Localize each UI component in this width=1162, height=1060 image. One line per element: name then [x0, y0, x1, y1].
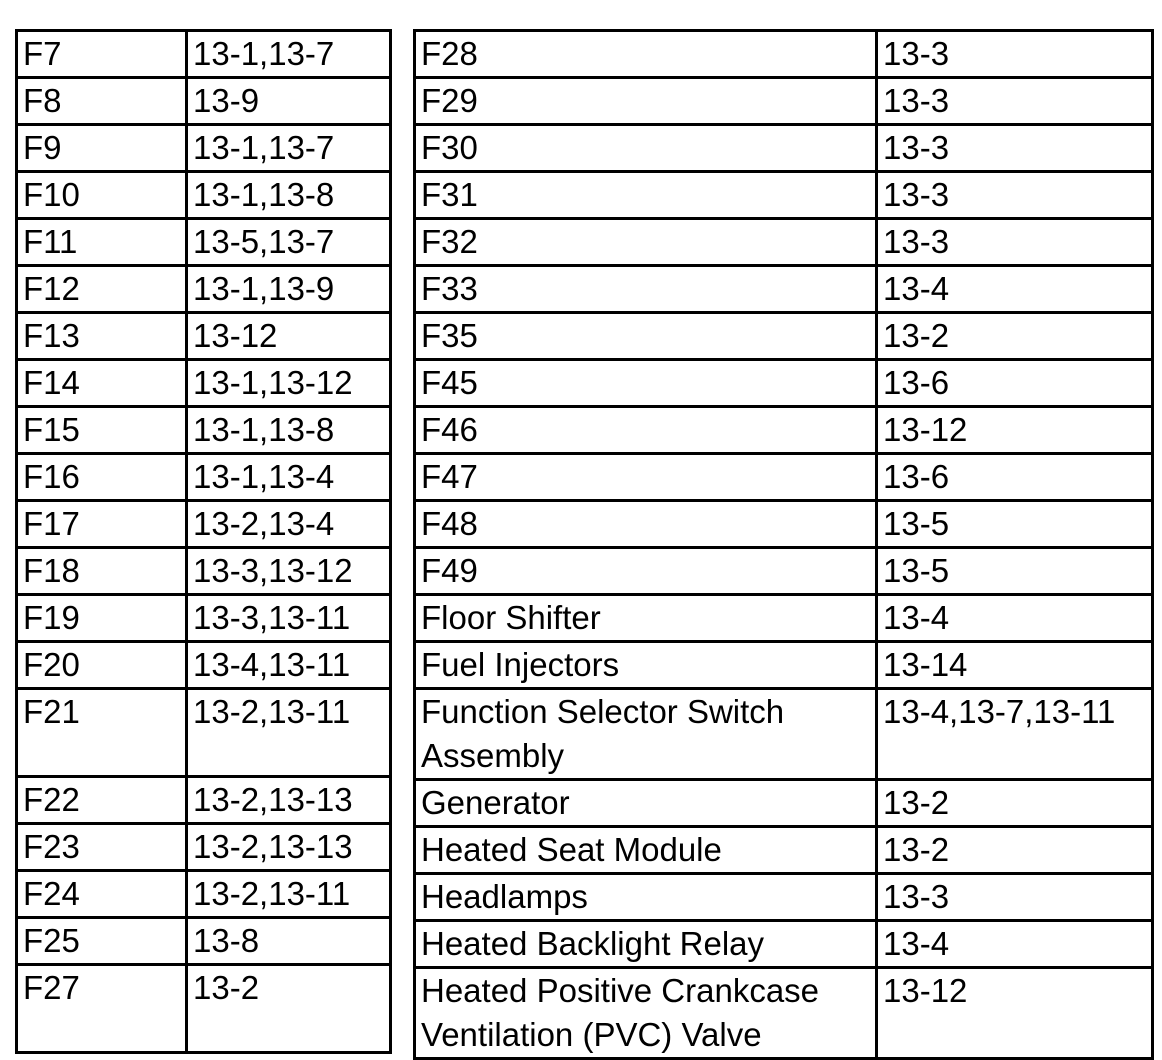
item-cell: F49	[415, 548, 877, 595]
page-ref-cell: 13-4	[877, 921, 1153, 968]
page-ref-cell: 13-3	[877, 31, 1153, 78]
item-cell: Headlamps	[415, 874, 877, 921]
item-cell: Generator	[415, 780, 877, 827]
item-cell: Heated Backlight Relay	[415, 921, 877, 968]
item-cell: F35	[415, 313, 877, 360]
table-row	[415, 780, 1153, 827]
item-cell: Heated Seat Module	[415, 827, 877, 874]
page-ref-cell: 13-2	[877, 313, 1153, 360]
page-ref-cell: 13-3	[877, 172, 1153, 219]
table-row	[17, 824, 391, 871]
page-ref-cell: 13-4	[877, 266, 1153, 313]
item-cell: F14	[17, 360, 187, 407]
table-row	[415, 172, 1153, 219]
item-cell: F31	[415, 172, 877, 219]
item-cell: F12	[17, 266, 187, 313]
page-ref-cell: 13-1,13-7	[187, 125, 391, 172]
table-row	[415, 31, 1153, 78]
item-cell: Fuel Injectors	[415, 642, 877, 689]
page-ref-cell: 13-5	[877, 548, 1153, 595]
table-row	[17, 266, 391, 313]
page-ref-cell: 13-12	[877, 968, 1153, 1059]
page-ref-cell: 13-4,13-11	[187, 642, 391, 689]
item-cell: F48	[415, 501, 877, 548]
item-cell: F32	[415, 219, 877, 266]
item-cell: F23	[17, 824, 187, 871]
item-cell: Heated Positive Crankcase Ventilation (PVC) Valve	[415, 968, 877, 1059]
page-ref-cell: 13-9	[187, 78, 391, 125]
page-ref-cell: 13-3,13-11	[187, 595, 391, 642]
item-cell: F19	[17, 595, 187, 642]
item-cell: F24	[17, 871, 187, 918]
table-row	[415, 313, 1153, 360]
table-row	[415, 689, 1153, 780]
table-row	[17, 595, 391, 642]
item-cell: F47	[415, 454, 877, 501]
table-row	[17, 548, 391, 595]
page-ref-cell: 13-5,13-7	[187, 219, 391, 266]
page-ref-cell: 13-3	[877, 125, 1153, 172]
item-cell: F28	[415, 31, 877, 78]
table-row	[17, 918, 391, 965]
page-ref-cell: 13-6	[877, 360, 1153, 407]
item-cell: F33	[415, 266, 877, 313]
item-cell: F21	[17, 689, 187, 777]
page-ref-cell: 13-3,13-12	[187, 548, 391, 595]
item-cell: F17	[17, 501, 187, 548]
page-ref-cell: 13-1,13-8	[187, 407, 391, 454]
item-cell: Floor Shifter	[415, 595, 877, 642]
item-cell: F8	[17, 78, 187, 125]
table-row	[17, 965, 391, 1053]
table-row	[415, 874, 1153, 921]
table-row	[17, 871, 391, 918]
table-row	[415, 125, 1153, 172]
table-row	[415, 219, 1153, 266]
page-ref-cell: 13-2,13-4	[187, 501, 391, 548]
item-cell: F9	[17, 125, 187, 172]
page-ref-cell: 13-2,13-11	[187, 689, 391, 777]
table-row	[17, 31, 391, 78]
item-cell: F27	[17, 965, 187, 1053]
table-row	[415, 407, 1153, 454]
page-ref-cell: 13-12	[877, 407, 1153, 454]
table-row	[415, 454, 1153, 501]
page-ref-cell: 13-12	[187, 313, 391, 360]
page-ref-cell: 13-2,13-13	[187, 824, 391, 871]
page-ref-cell: 13-1,13-4	[187, 454, 391, 501]
page-ref-cell: 13-6	[877, 454, 1153, 501]
page-ref-cell: 13-3	[877, 78, 1153, 125]
item-cell: F22	[17, 777, 187, 824]
item-cell: F11	[17, 219, 187, 266]
page-ref-cell: 13-1,13-7	[187, 31, 391, 78]
right-index-table	[413, 29, 1154, 1060]
table-row	[17, 642, 391, 689]
page-ref-cell: 13-1,13-9	[187, 266, 391, 313]
item-cell: F13	[17, 313, 187, 360]
page-ref-cell: 13-3	[877, 219, 1153, 266]
table-row	[415, 968, 1153, 1059]
item-cell: F46	[415, 407, 877, 454]
table-row	[415, 548, 1153, 595]
item-cell: F18	[17, 548, 187, 595]
page-ref-cell: 13-8	[187, 918, 391, 965]
table-row	[415, 827, 1153, 874]
item-cell: F45	[415, 360, 877, 407]
item-cell: F25	[17, 918, 187, 965]
page-ref-cell: 13-1,13-8	[187, 172, 391, 219]
page-ref-cell: 13-2	[877, 780, 1153, 827]
item-cell: F7	[17, 31, 187, 78]
page-ref-cell: 13-2,13-13	[187, 777, 391, 824]
item-cell: F15	[17, 407, 187, 454]
page-ref-cell: 13-4	[877, 595, 1153, 642]
page-ref-cell: 13-5	[877, 501, 1153, 548]
page-ref-cell: 13-2	[877, 827, 1153, 874]
page-ref-cell: 13-3	[877, 874, 1153, 921]
table-row	[415, 642, 1153, 689]
table-row	[17, 407, 391, 454]
table-row	[415, 266, 1153, 313]
page-ref-cell: 13-1,13-12	[187, 360, 391, 407]
index-tables	[15, 29, 1151, 1053]
item-cell: F16	[17, 454, 187, 501]
item-cell: Function Selector Switch Assembly	[415, 689, 877, 780]
left-index-table	[15, 29, 392, 1054]
table-row	[17, 360, 391, 407]
table-row	[17, 501, 391, 548]
page-ref-cell: 13-4,13-7,13-11	[877, 689, 1153, 780]
table-row	[415, 360, 1153, 407]
page-ref-cell: 13-2	[187, 965, 391, 1053]
table-row	[17, 689, 391, 777]
table-row	[415, 921, 1153, 968]
table-row	[17, 219, 391, 266]
table-row	[17, 78, 391, 125]
table-row	[17, 777, 391, 824]
item-cell: F10	[17, 172, 187, 219]
item-cell: F29	[415, 78, 877, 125]
table-row	[415, 595, 1153, 642]
table-row	[17, 172, 391, 219]
item-cell: F20	[17, 642, 187, 689]
table-row	[415, 78, 1153, 125]
page-ref-cell: 13-2,13-11	[187, 871, 391, 918]
table-row	[17, 313, 391, 360]
table-row	[17, 125, 391, 172]
page-ref-cell: 13-14	[877, 642, 1153, 689]
table-row	[415, 501, 1153, 548]
item-cell: F30	[415, 125, 877, 172]
table-row	[17, 454, 391, 501]
